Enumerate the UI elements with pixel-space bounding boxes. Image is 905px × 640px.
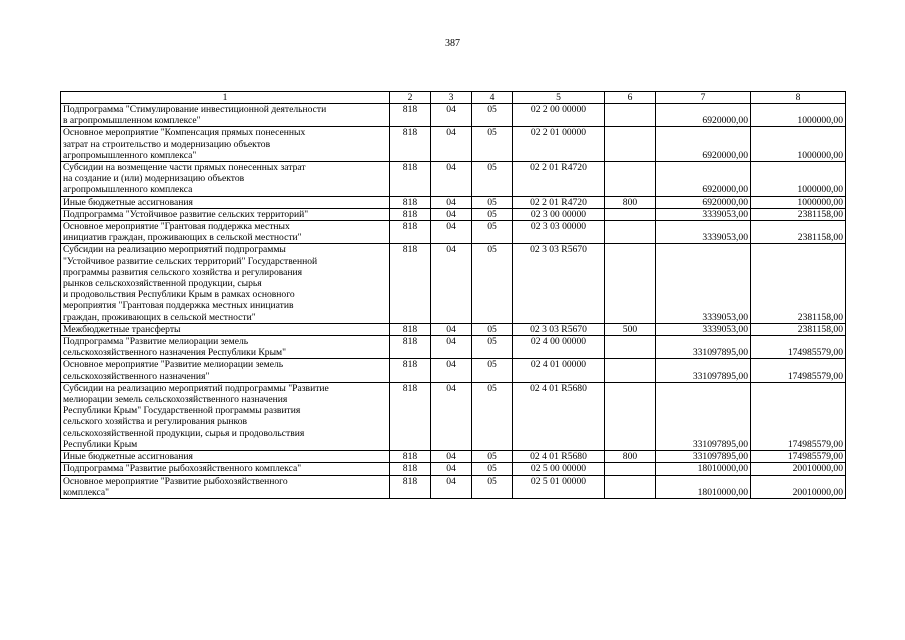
item-name: Основное мероприятие "Грантовая поддержка местных инициатив граждан, проживающих в сельской местности"	[61, 221, 390, 244]
expense-type-code: 800	[605, 196, 656, 208]
table-row	[61, 451, 846, 463]
item-name: Подпрограмма "Устойчивое развитие сельских территорий"	[61, 208, 390, 220]
table-row	[61, 382, 846, 450]
amount-year-1: 3339053,00	[656, 208, 751, 220]
amount-year-2: 174985579,00	[751, 359, 846, 382]
table-row	[61, 208, 846, 220]
subsection-code: 05	[472, 244, 513, 323]
expense-type-code	[605, 221, 656, 244]
ministry-code: 818	[390, 127, 431, 162]
amount-year-1: 6920000,00	[656, 162, 751, 197]
subsection-code: 05	[472, 463, 513, 475]
ministry-code: 818	[390, 382, 431, 450]
ministry-code: 818	[390, 208, 431, 220]
section-code: 04	[431, 196, 472, 208]
target-article-code: 02 4 01 00000	[513, 359, 605, 382]
item-name: Основное мероприятие "Компенсация прямых понесенных затрат на строительство и модернизацию объектов агропромышленного комплекса"	[61, 127, 390, 162]
amount-year-1: 331097895,00	[656, 336, 751, 359]
amount-year-1: 6920000,00	[656, 127, 751, 162]
expense-type-code	[605, 162, 656, 197]
header-cell: 7	[656, 92, 751, 104]
subsection-code: 05	[472, 336, 513, 359]
amount-year-1: 18010000,00	[656, 463, 751, 475]
table-row	[61, 162, 846, 197]
amount-year-1: 331097895,00	[656, 359, 751, 382]
target-article-code: 02 5 01 00000	[513, 475, 605, 498]
amount-year-1: 6920000,00	[656, 104, 751, 127]
subsection-code: 05	[472, 475, 513, 498]
ministry-code: 818	[390, 323, 431, 335]
subsection-code: 05	[472, 127, 513, 162]
subsection-code: 05	[472, 323, 513, 335]
subsection-code: 05	[472, 208, 513, 220]
target-article-code: 02 2 01 R4720	[513, 196, 605, 208]
header-cell: 8	[751, 92, 846, 104]
target-article-code: 02 2 01 00000	[513, 127, 605, 162]
item-name: Основное мероприятие "Развитие мелиорации земель сельскохозяйственного назначения"	[61, 359, 390, 382]
target-article-code: 02 3 00 00000	[513, 208, 605, 220]
subsection-code: 05	[472, 221, 513, 244]
table-row	[61, 104, 846, 127]
ministry-code: 818	[390, 475, 431, 498]
item-name: Межбюджетные трансферты	[61, 323, 390, 335]
section-code: 04	[431, 475, 472, 498]
section-code: 04	[431, 162, 472, 197]
amount-year-2: 1000000,00	[751, 104, 846, 127]
target-article-code: 02 3 03 R5670	[513, 244, 605, 323]
expense-type-code	[605, 359, 656, 382]
header-cell: 1	[61, 92, 390, 104]
expense-type-code	[605, 475, 656, 498]
amount-year-2: 2381158,00	[751, 208, 846, 220]
subsection-code: 05	[472, 196, 513, 208]
item-name: Подпрограмма "Стимулирование инвестиционной деятельности в агропромышленном комплексе"	[61, 104, 390, 127]
header-cell: 5	[513, 92, 605, 104]
expense-type-code	[605, 208, 656, 220]
subsection-code: 05	[472, 359, 513, 382]
table-row	[61, 127, 846, 162]
ministry-code: 818	[390, 451, 431, 463]
target-article-code: 02 5 00 00000	[513, 463, 605, 475]
item-name: Субсидии на возмещение части прямых понесенных затрат на создание и (или) модернизацию объектов агропромышленного комплекса	[61, 162, 390, 197]
header-row	[61, 92, 846, 104]
table-row	[61, 221, 846, 244]
amount-year-1: 18010000,00	[656, 475, 751, 498]
header-cell: 2	[390, 92, 431, 104]
amount-year-2: 174985579,00	[751, 336, 846, 359]
ministry-code: 818	[390, 221, 431, 244]
table-row	[61, 475, 846, 498]
table-row	[61, 323, 846, 335]
budget-table	[60, 91, 846, 499]
section-code: 04	[431, 336, 472, 359]
expense-type-code: 500	[605, 323, 656, 335]
amount-year-2: 2381158,00	[751, 244, 846, 323]
amount-year-2: 174985579,00	[751, 382, 846, 450]
subsection-code: 05	[472, 104, 513, 127]
table-row	[61, 359, 846, 382]
item-name: Подпрограмма "Развитие мелиорации земель сельскохозяйственного назначения Республики Крым"	[61, 336, 390, 359]
ministry-code: 818	[390, 244, 431, 323]
amount-year-2: 2381158,00	[751, 221, 846, 244]
ministry-code: 818	[390, 162, 431, 197]
subsection-code: 05	[472, 162, 513, 197]
expense-type-code	[605, 127, 656, 162]
table-row	[61, 336, 846, 359]
header-cell: 3	[431, 92, 472, 104]
expense-type-code: 800	[605, 451, 656, 463]
amount-year-1: 331097895,00	[656, 382, 751, 450]
subsection-code: 05	[472, 382, 513, 450]
section-code: 04	[431, 359, 472, 382]
section-code: 04	[431, 208, 472, 220]
amount-year-2: 20010000,00	[751, 463, 846, 475]
subsection-code: 05	[472, 451, 513, 463]
page-number: 387	[445, 38, 460, 49]
amount-year-1: 3339053,00	[656, 323, 751, 335]
amount-year-2: 1000000,00	[751, 196, 846, 208]
item-name: Подпрограмма "Развитие рыбохозяйственного комплекса"	[61, 463, 390, 475]
target-article-code: 02 2 00 00000	[513, 104, 605, 127]
table-row	[61, 196, 846, 208]
item-name: Иные бюджетные ассигнования	[61, 451, 390, 463]
amount-year-2: 174985579,00	[751, 451, 846, 463]
ministry-code: 818	[390, 336, 431, 359]
section-code: 04	[431, 323, 472, 335]
target-article-code: 02 2 01 R4720	[513, 162, 605, 197]
amount-year-1: 331097895,00	[656, 451, 751, 463]
item-name: Субсидии на реализацию мероприятий подпрограммы "Развитие мелиорации земель сельскохозяйственного назначения Республики Крым" Государственной программы развития сельского хозяйства и регулирования рынков сельскохозяйственной продукции, сырья и продовольствия Республики Крым	[61, 382, 390, 450]
header-cell: 6	[605, 92, 656, 104]
table-row	[61, 244, 846, 323]
amount-year-1: 3339053,00	[656, 244, 751, 323]
expense-type-code	[605, 382, 656, 450]
target-article-code: 02 3 03 00000	[513, 221, 605, 244]
amount-year-2: 2381158,00	[751, 323, 846, 335]
expense-type-code	[605, 244, 656, 323]
section-code: 04	[431, 463, 472, 475]
section-code: 04	[431, 127, 472, 162]
ministry-code: 818	[390, 104, 431, 127]
section-code: 04	[431, 244, 472, 323]
target-article-code: 02 4 00 00000	[513, 336, 605, 359]
amount-year-2: 20010000,00	[751, 475, 846, 498]
expense-type-code	[605, 104, 656, 127]
amount-year-2: 1000000,00	[751, 127, 846, 162]
target-article-code: 02 4 01 R5680	[513, 382, 605, 450]
target-article-code: 02 4 01 R5680	[513, 451, 605, 463]
amount-year-1: 6920000,00	[656, 196, 751, 208]
ministry-code: 818	[390, 196, 431, 208]
item-name: Субсидии на реализацию мероприятий подпрограммы "Устойчивое развитие сельских территорий" Государственной программы развития сельского хозяйства и регулирования рынков сельскохозяйственной продукции, сырья и продовольствия Республики Крым в рамках основного мероприятия "Грантовая поддержка местных инициатив граждан, проживающих в сельской местности"	[61, 244, 390, 323]
item-name: Основное мероприятие "Развитие рыбохозяйственного комплекса"	[61, 475, 390, 498]
expense-type-code	[605, 336, 656, 359]
table-row	[61, 463, 846, 475]
item-name: Иные бюджетные ассигнования	[61, 196, 390, 208]
amount-year-2: 1000000,00	[751, 162, 846, 197]
target-article-code: 02 3 03 R5670	[513, 323, 605, 335]
amount-year-1: 3339053,00	[656, 221, 751, 244]
header-cell: 4	[472, 92, 513, 104]
section-code: 04	[431, 382, 472, 450]
section-code: 04	[431, 221, 472, 244]
section-code: 04	[431, 451, 472, 463]
expense-type-code	[605, 463, 656, 475]
section-code: 04	[431, 104, 472, 127]
ministry-code: 818	[390, 463, 431, 475]
ministry-code: 818	[390, 359, 431, 382]
